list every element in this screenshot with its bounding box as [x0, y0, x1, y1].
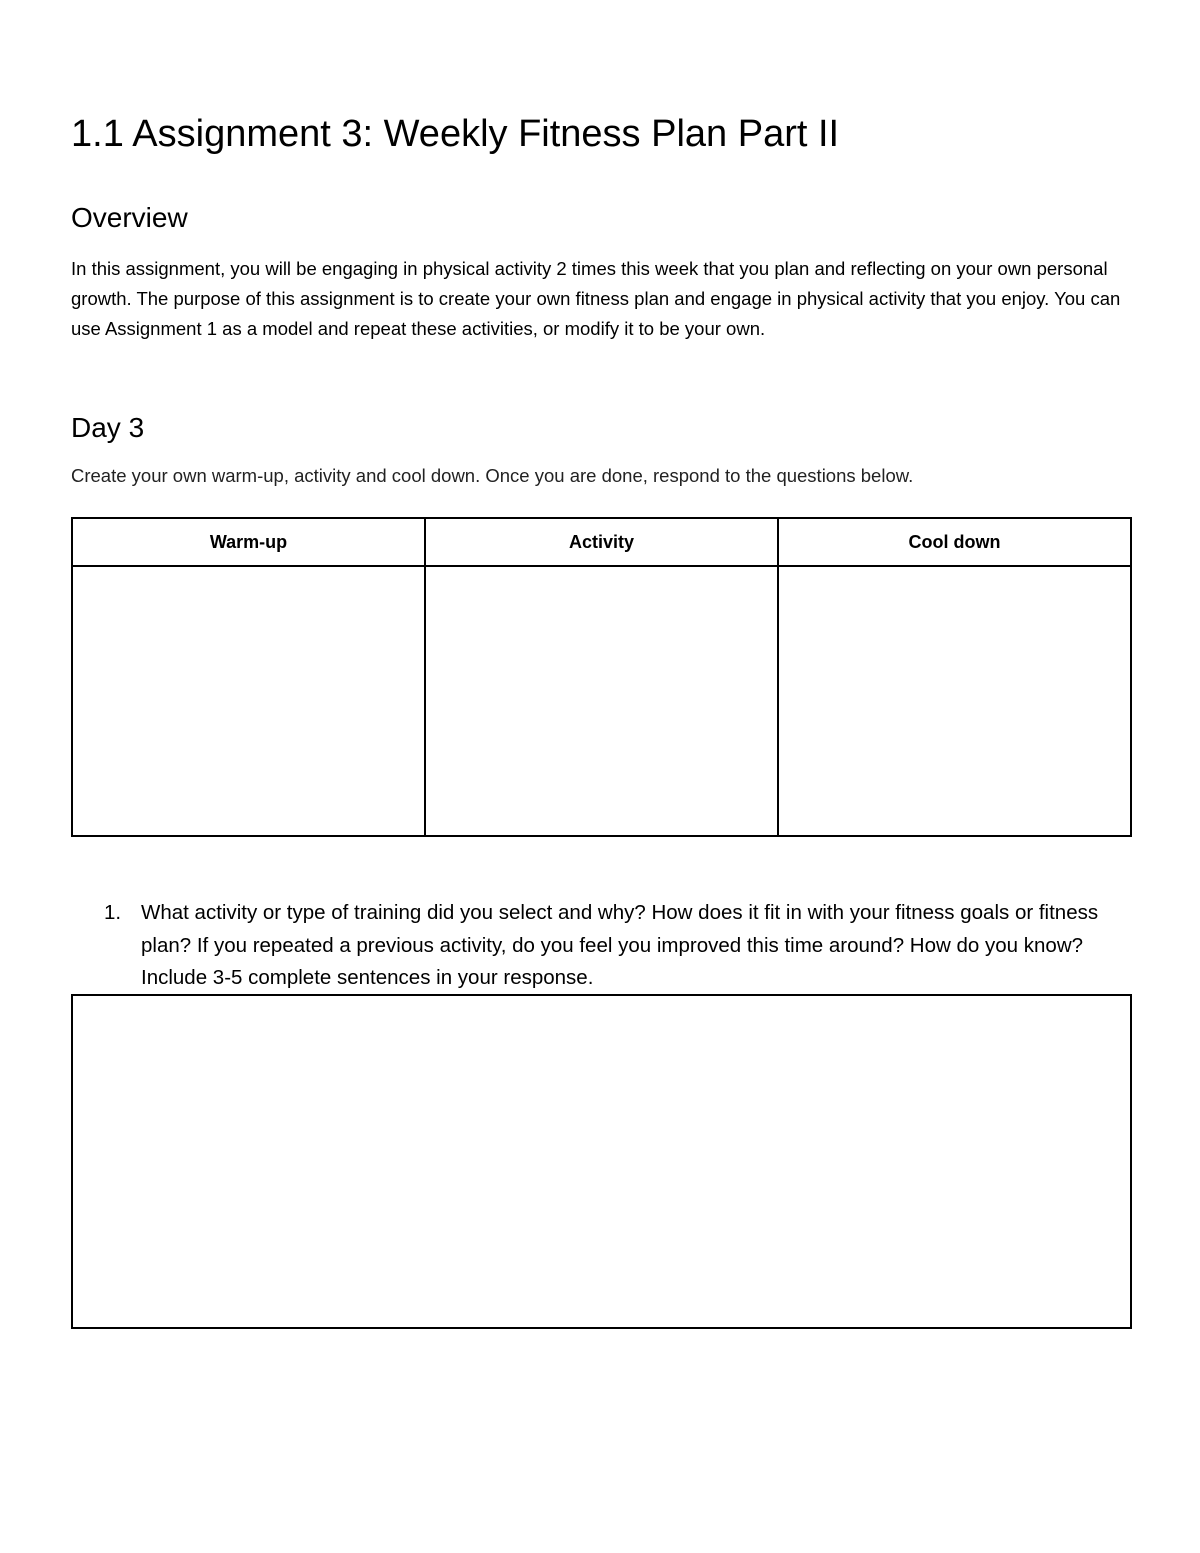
fitness-plan-table — [71, 517, 1132, 837]
question-text: What activity or type of training did you select and why? How does it fit in with your fitness goals or fitness plan? If you repeated a previous activity, do you feel you improved this time around? How do you know? Include 3-5 complete sentences in your response. — [141, 901, 1099, 989]
day-heading: Day 3 — [71, 412, 145, 443]
overview-heading: Overview — [71, 202, 188, 233]
table-row — [72, 566, 1131, 836]
activity-header: Activity — [425, 518, 778, 566]
activity-cell[interactable] — [425, 566, 778, 836]
day-instructions: Create your own warm-up, activity and cool down. Once you are done, respond to the questions below. — [71, 465, 914, 486]
page-title: 1.1 Assignment 3: Weekly Fitness Plan Part II — [71, 113, 840, 155]
table-header-row — [72, 518, 1131, 566]
cool-down-header: Cool down — [778, 518, 1131, 566]
warm-up-cell[interactable] — [72, 566, 425, 836]
answer-box[interactable] — [71, 994, 1132, 1329]
warm-up-header: Warm-up — [72, 518, 425, 566]
question-number: 1. — [104, 901, 122, 924]
overview-paragraph: In this assignment, you will be engaging in physical activity 2 times this week that you plan and reflecting on your own personal growth. The purpose of this assignment is to create your own fitness plan and engage in physical activity that you enjoy. You can use Assignment 1 as a model and repeat these activities, or modify it to be your own. — [71, 258, 1121, 339]
question-item — [104, 897, 1104, 995]
cool-down-cell[interactable] — [778, 566, 1131, 836]
